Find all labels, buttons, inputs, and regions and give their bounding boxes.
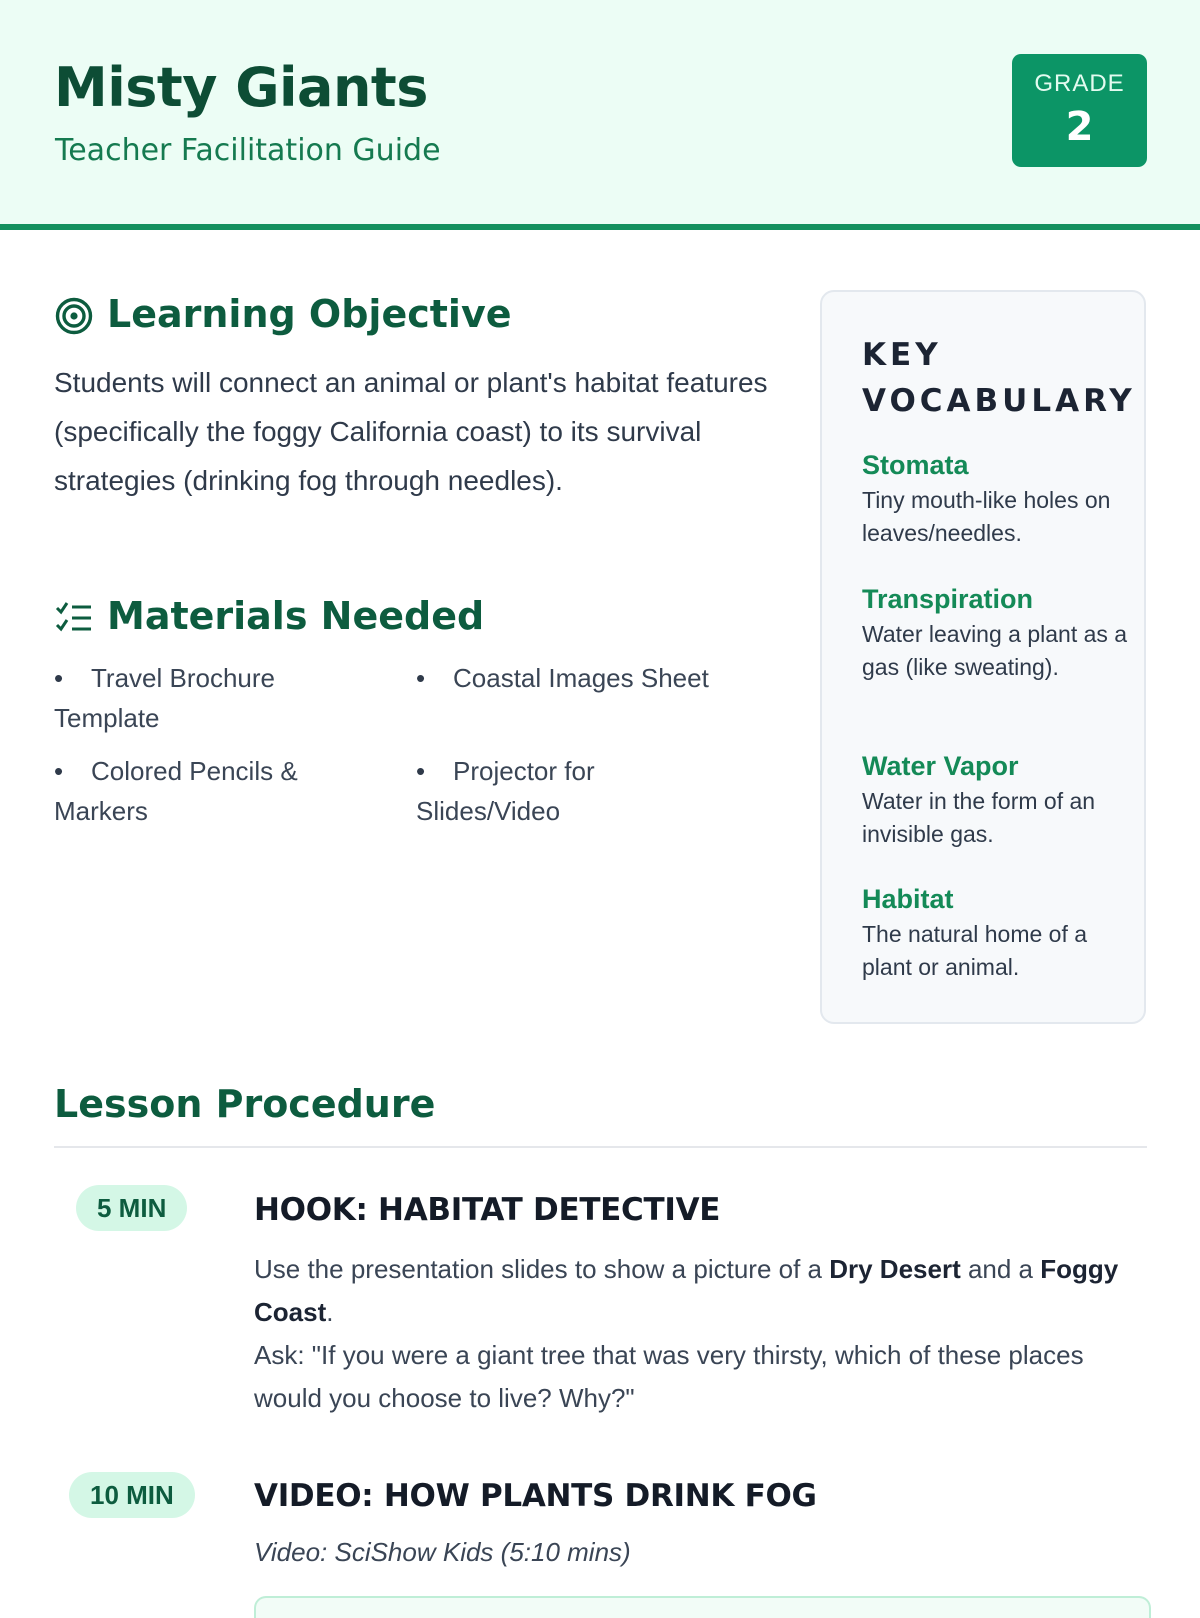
list-item — [416, 751, 736, 831]
checklist-icon — [54, 598, 94, 638]
vocab-definition: Water leaving a plant as a gas (like sweating). — [862, 621, 1128, 680]
vocab-term: Transpiration — [862, 584, 1034, 614]
material-label: Travel Brochure Template — [54, 663, 275, 733]
vocab-definition: Tiny mouth-like holes on leaves/needles. — [862, 487, 1111, 546]
page-title: Misty Giants — [54, 56, 428, 119]
step-emphasis: Foggy Coast — [254, 1254, 1119, 1327]
vocab-item — [862, 882, 1132, 984]
step-emphasis: Dry Desert — [829, 1254, 961, 1284]
material-label: Coastal Images Sheet — [453, 663, 709, 693]
section-divider — [54, 1146, 1147, 1148]
objective-text: Students will connect an animal or plant's habitat features (specifically the foggy California coast) to its survival strategies (drinking fog through needles). — [54, 367, 768, 496]
list-item — [54, 658, 374, 738]
vocabulary-card — [820, 290, 1146, 1024]
grade-badge — [1012, 54, 1147, 167]
grade-value: 2 — [1065, 104, 1094, 150]
vocab-term: Water Vapor — [862, 751, 1019, 781]
list-item — [54, 751, 374, 831]
step-description — [254, 1248, 1134, 1420]
objective-heading: Learning Objective — [107, 292, 512, 336]
vocab-definition: Water in the form of an invisible gas. — [862, 788, 1096, 847]
material-label: Colored Pencils & Markers — [54, 756, 298, 826]
vocab-item — [862, 582, 1132, 684]
step-callout-box — [254, 1596, 1151, 1618]
vocab-item — [862, 448, 1132, 550]
procedure-heading: Lesson Procedure — [54, 1082, 436, 1126]
vocab-term: Habitat — [862, 884, 954, 914]
target-icon — [54, 296, 94, 336]
page-subtitle: Teacher Facilitation Guide — [55, 133, 441, 168]
video-source: Video: SciShow Kids (5:10 mins) — [254, 1537, 631, 1567]
grade-label: GRADE — [1034, 70, 1125, 97]
list-item — [416, 658, 736, 698]
vocab-term: Stomata — [862, 450, 969, 480]
step-question: Ask: "If you were a giant tree that was very thirsty, which of these places would you choose to live? Why?" — [254, 1340, 1084, 1413]
time-badge: 5 MIN — [76, 1185, 187, 1231]
bullet-icon: • — [54, 663, 64, 693]
time-badge: 10 MIN — [69, 1472, 195, 1518]
step-text: Use the presentation slides to show a picture of a — [254, 1254, 830, 1284]
vocab-definition: The natural home of a plant or animal. — [862, 921, 1088, 980]
step-title: HOOK: HABITAT DETECTIVE — [254, 1192, 721, 1228]
material-label: Projector for Slides/Video — [416, 756, 595, 826]
step-title: VIDEO: HOW PLANTS DRINK FOG — [254, 1478, 817, 1514]
step-text: . — [326, 1297, 334, 1327]
materials-heading: Materials Needed — [107, 594, 485, 638]
step-text: and a — [960, 1254, 1041, 1284]
vocabulary-heading: KEY VOCABULARY — [862, 337, 1136, 419]
bullet-icon: • — [416, 756, 426, 786]
bullet-icon: • — [416, 663, 426, 693]
bullet-icon: • — [54, 756, 64, 786]
page-header — [0, 0, 1200, 230]
vocab-item — [862, 749, 1132, 851]
